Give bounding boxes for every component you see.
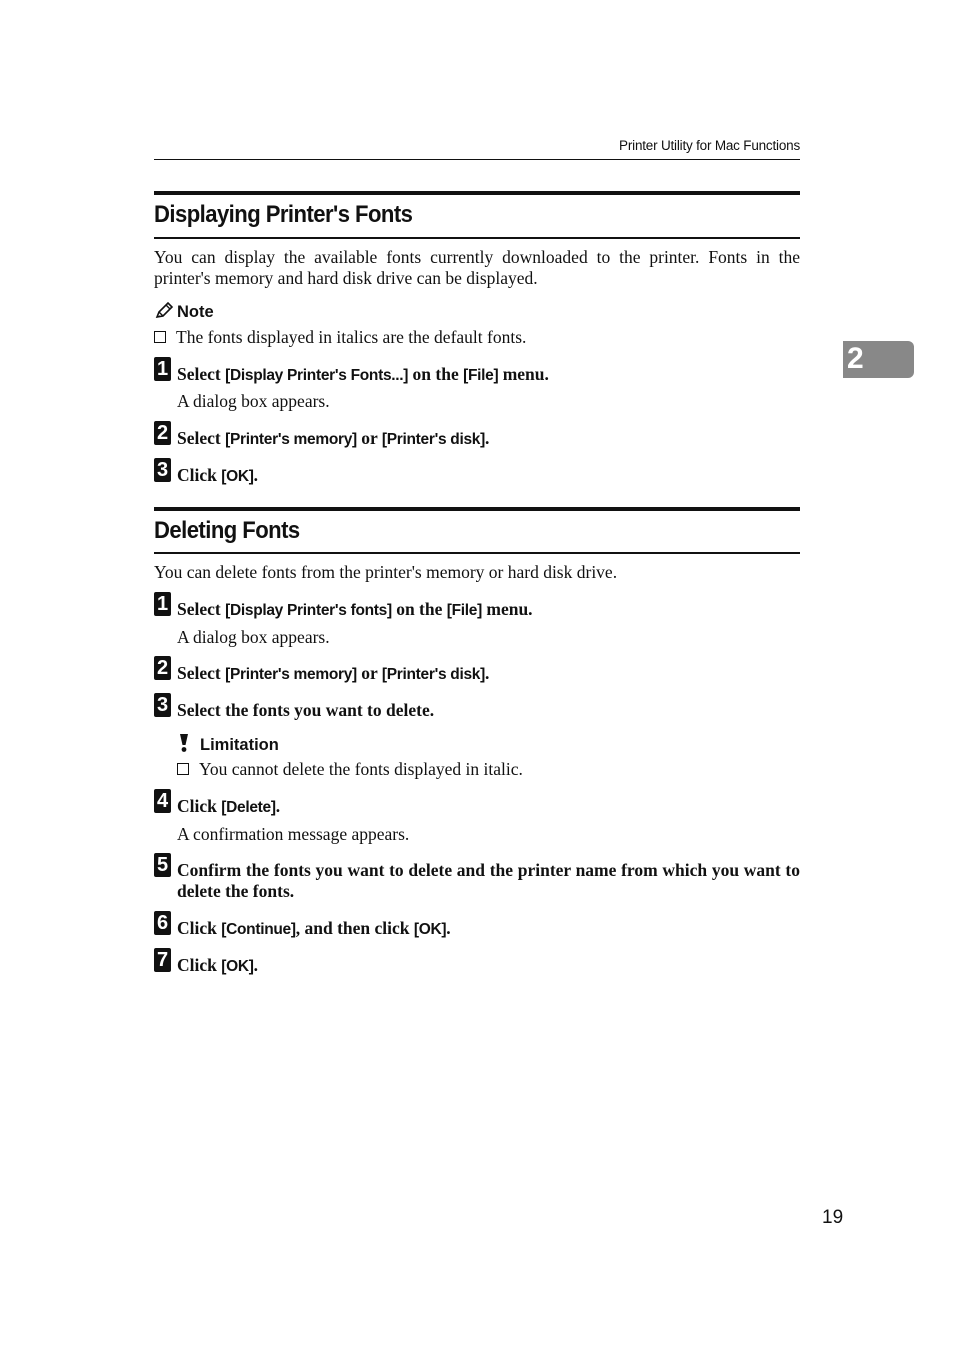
header-rule (154, 159, 800, 160)
exclamation-limitation-icon (178, 733, 190, 753)
step-number: 2 (154, 656, 171, 680)
step-result: A dialog box appears. (177, 627, 330, 647)
section-title-displaying-fonts: Displaying Printer's Fonts (154, 201, 413, 228)
step-number: 7 (154, 948, 171, 972)
step-instruction: Confirm the fonts you want to delete and the printer name from which you want to delete the fonts. (177, 860, 800, 901)
step-instruction: Click [OK]. (177, 955, 258, 975)
section-top-rule (154, 507, 800, 511)
section-bottom-rule (154, 552, 800, 554)
page-number: 19 (822, 1207, 844, 1228)
step-instruction: Select the fonts you want to delete. (177, 700, 435, 720)
section-title-deleting-fonts: Deleting Fonts (154, 517, 300, 544)
note-label: Note (177, 303, 214, 321)
step-instruction: Select [Printer's memory] or [Printer's disk]. (177, 663, 490, 683)
step-number: 4 (154, 789, 171, 813)
step-number: 6 (154, 911, 171, 935)
pencil-note-icon (154, 301, 174, 319)
checkbox-bullet-icon (154, 331, 166, 343)
step-number: 5 (154, 853, 171, 877)
step-result: A confirmation message appears. (177, 824, 410, 844)
chapter-number: 2 (847, 342, 864, 375)
limitation-item: You cannot delete the fonts displayed in italic. (177, 759, 523, 780)
step-instruction: Select [Display Printer's fonts] on the [File] menu. (177, 599, 533, 619)
step-number: 1 (154, 592, 171, 616)
step-result: A dialog box appears. (177, 391, 330, 411)
step-instruction: Click [Delete]. (177, 796, 281, 816)
step-number: 1 (154, 357, 171, 381)
step-instruction: Select [Printer's memory] or [Printer's disk]. (177, 428, 490, 448)
step-number: 3 (154, 458, 171, 482)
intro-paragraph: You can delete fonts from the printer's memory or hard disk drive. (154, 562, 618, 582)
section-bottom-rule (154, 237, 800, 239)
step-instruction: Click [OK]. (177, 465, 258, 485)
chapter-tab (843, 341, 914, 378)
step-number: 2 (154, 421, 171, 445)
note-item: The fonts displayed in italics are the default fonts. (154, 327, 526, 348)
checkbox-bullet-icon (177, 763, 189, 775)
section-top-rule (154, 191, 800, 195)
limitation-label: Limitation (200, 736, 279, 754)
step-instruction: Click [Continue], and then click [OK]. (177, 918, 451, 938)
intro-paragraph: You can display the available fonts currently downloaded to the printer. Fonts in the printer's memory and hard disk drive can be displayed. (154, 247, 800, 288)
step-instruction: Select [Display Printer's Fonts...] on the [File] menu. (177, 364, 549, 384)
running-header: Printer Utility for Mac Functions (619, 138, 800, 153)
step-number: 3 (154, 693, 171, 717)
